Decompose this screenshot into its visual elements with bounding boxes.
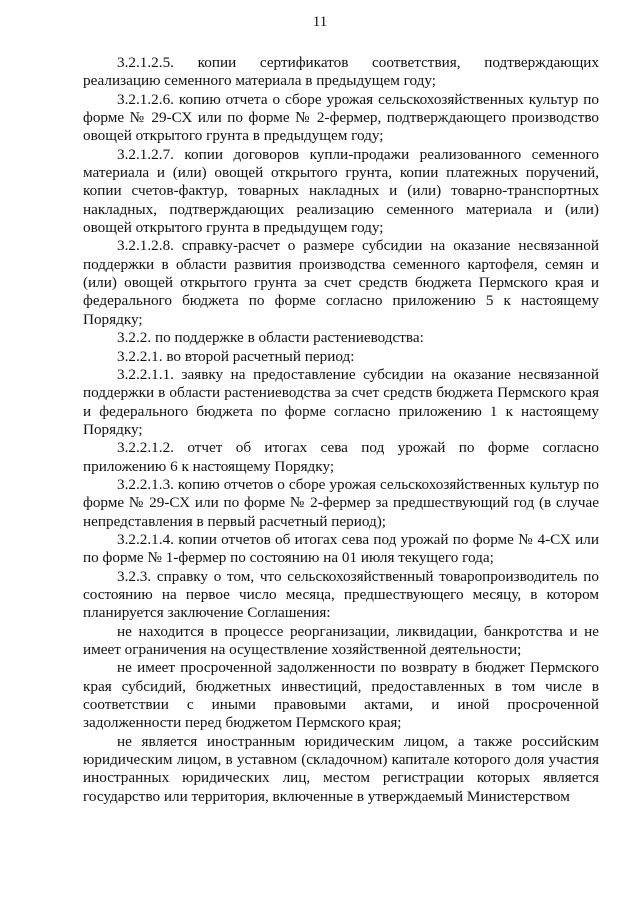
paragraph-3-2-2: 3.2.2. по поддержке в области растениеводства: [117,329,424,347]
paragraph-3-2-2-1-2: 3.2.2.1.2. отчет об итогах сева под урожай по форме согласно приложению 6 к настоящему Порядку; [83,439,599,475]
paragraph-condition-debt: не имеет просроченной задолженности по возврату в бюджет Пермского края субсидий, бюджетных инвестиций, предоставленных в том числе в соответствии с иными правовыми актами, и иной просроченной задолженности перед бюджетом Пермского края; [83,659,599,732]
paragraph-condition-foreign-entity: не является иностранным юридическим лицом, а также российским юридическим лицом, в уставном (складочном) капитале которого доля участия иностранных юридических лиц, местом регистрации которых является государство или территория, включенные в утверждаемый Министерством [83,732,599,805]
paragraph-3-2-2-1-1: 3.2.2.1.1. заявку на предоставление субсидии на оказание несвязанной поддержки в области растениеводства за счет средств бюджета Пермского края и федерального бюджета по форме согласно приложению 1 к настоящему Порядку; [83,365,599,438]
paragraph-3-2-2-1-4: 3.2.2.1.4. копии отчетов об итогах сева под урожай по форме № 4-СХ или по форме № 1-фермер по состоянию на 01 июля текущего года; [83,530,599,567]
paragraph-3-2-1-2-5: 3.2.1.2.5. копии сертификатов соответствия, подтверждающих реализацию семенного материала в предыдущем году; [83,54,599,90]
paragraph-3-2-2-1-3: 3.2.2.1.3. копию отчетов о сборе урожая сельскохозяйственных культур по форме № 29-СХ или по форме № 2-фермер за предшествующий год (в случае непредставления в первый расчетный период); [83,475,599,530]
paragraph-condition-reorganization: не находится в процессе реорганизации, ликвидации, банкротства и не имеет ограничения на осуществление хозяйственной деятельности; [83,622,599,658]
paragraph-3-2-3: 3.2.3. справку о том, что сельскохозяйственный товаропроизводитель по состоянию на первое число месяца, предшествующего месяцу, в котором планируется заключение Соглашения: [83,567,599,622]
paragraph-3-2-1-2-8: 3.2.1.2.8. справку-расчет о размере субсидии на оказание несвязанной поддержки в области развития производства семенного картофеля, семян и (или) овощей открытого грунта за счет средств бюджета Пермского края и федерального бюджета по форме согласно приложению 5 к настоящему Порядку; [83,237,599,328]
paragraph-3-2-1-2-7: 3.2.1.2.7. копии договоров купли-продажи реализованного семенного материала и (или) овощей открытого грунта, копии платежных поручений, копии счетов-фактур, товарных накладных и (или) товарно-транспортных накладных, подтверждающих реализацию семенного материала и (или) овощей открытого грунта в предыдущем году; [83,145,599,237]
document-body [83,54,599,806]
paragraph-3-2-1-2-6: 3.2.1.2.6. копию отчета о сборе урожая сельскохозяйственных культур по форме № 29-СХ или по форме № 2-фермер, подтверждающего производство овощей открытого грунта в предыдущем году; [83,90,599,145]
paragraph-3-2-2-1: 3.2.2.1. во второй расчетный период: [117,347,355,365]
page-number: 11 [312,14,328,30]
